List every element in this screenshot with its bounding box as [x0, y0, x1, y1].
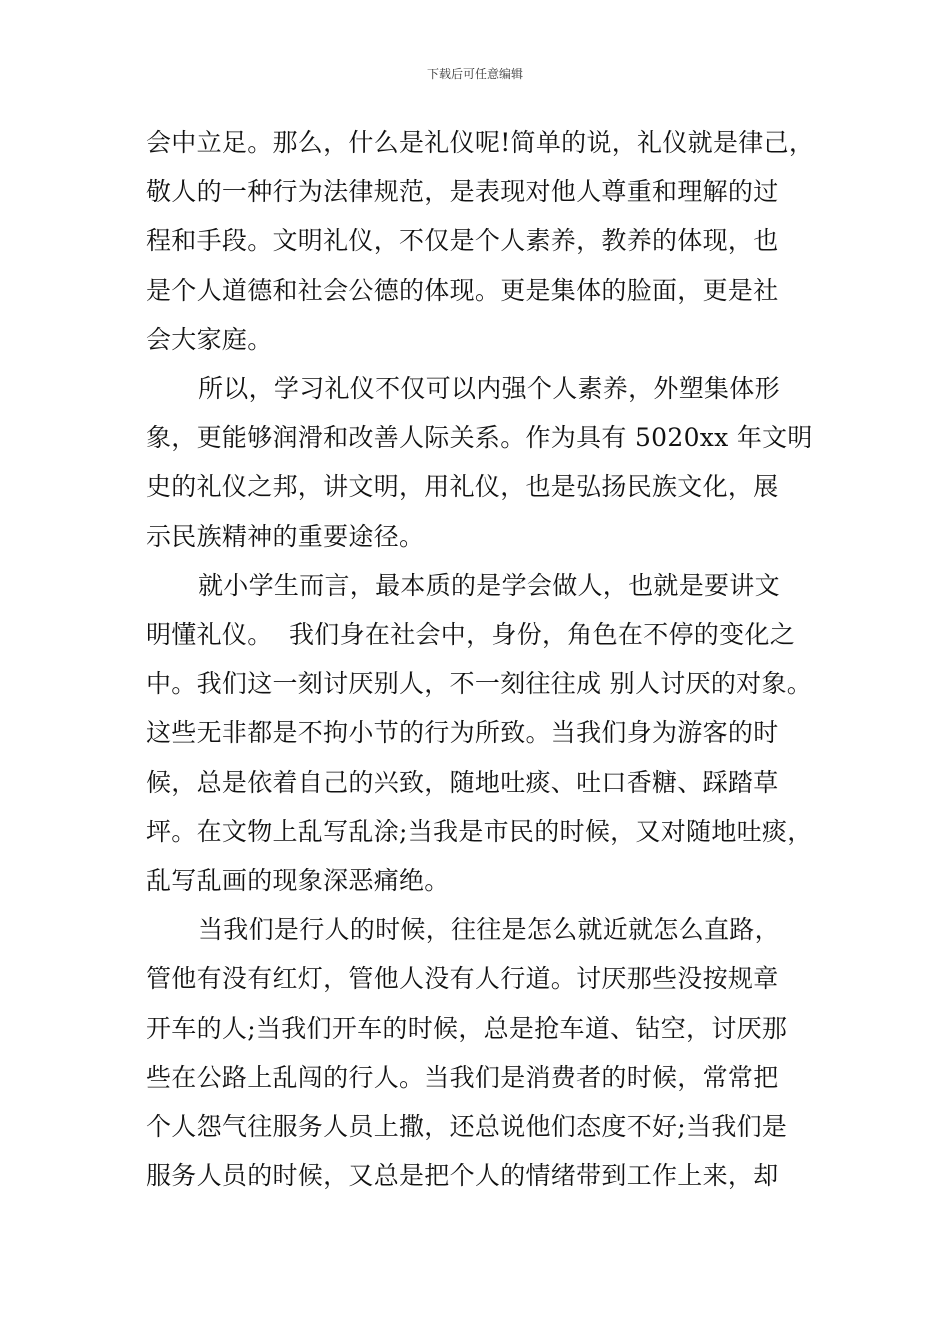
text-line: 就小学生而言，最本质的是学会做人，也就是要讲文: [198, 570, 780, 600]
text-line: 会中立足。那么，什么是礼仪呢!简单的说，礼仪就是律己，: [146, 128, 815, 157]
text-line: 敬人的一种行为法律规范，是表现对他人尊重和理解的过: [146, 177, 779, 207]
text-line: 服务人员的时候，又总是把个人的情绪带到工作上来，却: [146, 1161, 779, 1191]
text-line: 是个人道德和社会公德的体现。更是集体的脸面，更是社: [146, 275, 779, 305]
text-line: 象，更能够润滑和改善人际关系。作为具有 5020xx 年文明: [146, 423, 813, 453]
text-line: 这些无非都是不拘小节的行为所致。当我们身为游客的时: [146, 718, 779, 748]
text-line: 候，总是依着自己的兴致，随地吐痰、吐口香糖、踩踏草: [146, 767, 779, 797]
text-line: 中。我们这一刻讨厌别人，不一刻往往成 别人讨厌的对象。: [146, 669, 813, 699]
text-line: 明懂礼仪。 我们身在社会中，身份，角色在不停的变化之: [146, 620, 795, 649]
text-line: 乱写乱画的现象深恶痛绝。: [146, 866, 450, 895]
text-line: 当我们是行人的时候，往往是怎么就近就怎么直路，: [198, 915, 780, 945]
text-line: 开车的人;当我们开车的时候，总是抢车道、钻空，讨厌那: [146, 1013, 788, 1043]
text-line: 管他有没有红灯，管他人没有人行道。讨厌那些没按规章: [146, 964, 779, 994]
text-line: 史的礼仪之邦，讲文明，用礼仪，也是弘扬民族文化，展: [146, 472, 779, 502]
text-line: 些在公路上乱闯的行人。当我们是消费者的时候，常常把: [146, 1062, 779, 1092]
text-line: 坪。在文物上乱写乱涂;当我是市民的时候，又对随地吐痰，: [146, 816, 813, 846]
text-line: 个人怨气往服务人员上撒，还总说他们态度不好;当我们是: [146, 1112, 788, 1141]
text-line: 示民族精神的重要途径。: [146, 521, 425, 551]
text-line: 所以，学习礼仪不仅可以内强个人素养，外塑集体形: [198, 374, 780, 403]
text-line: 会大家庭。: [146, 324, 273, 354]
page-header: 下载后可任意编辑: [426, 67, 523, 81]
text-line: 程和手段。文明礼仪，不仅是个人素养，教养的体现，也: [146, 226, 779, 256]
